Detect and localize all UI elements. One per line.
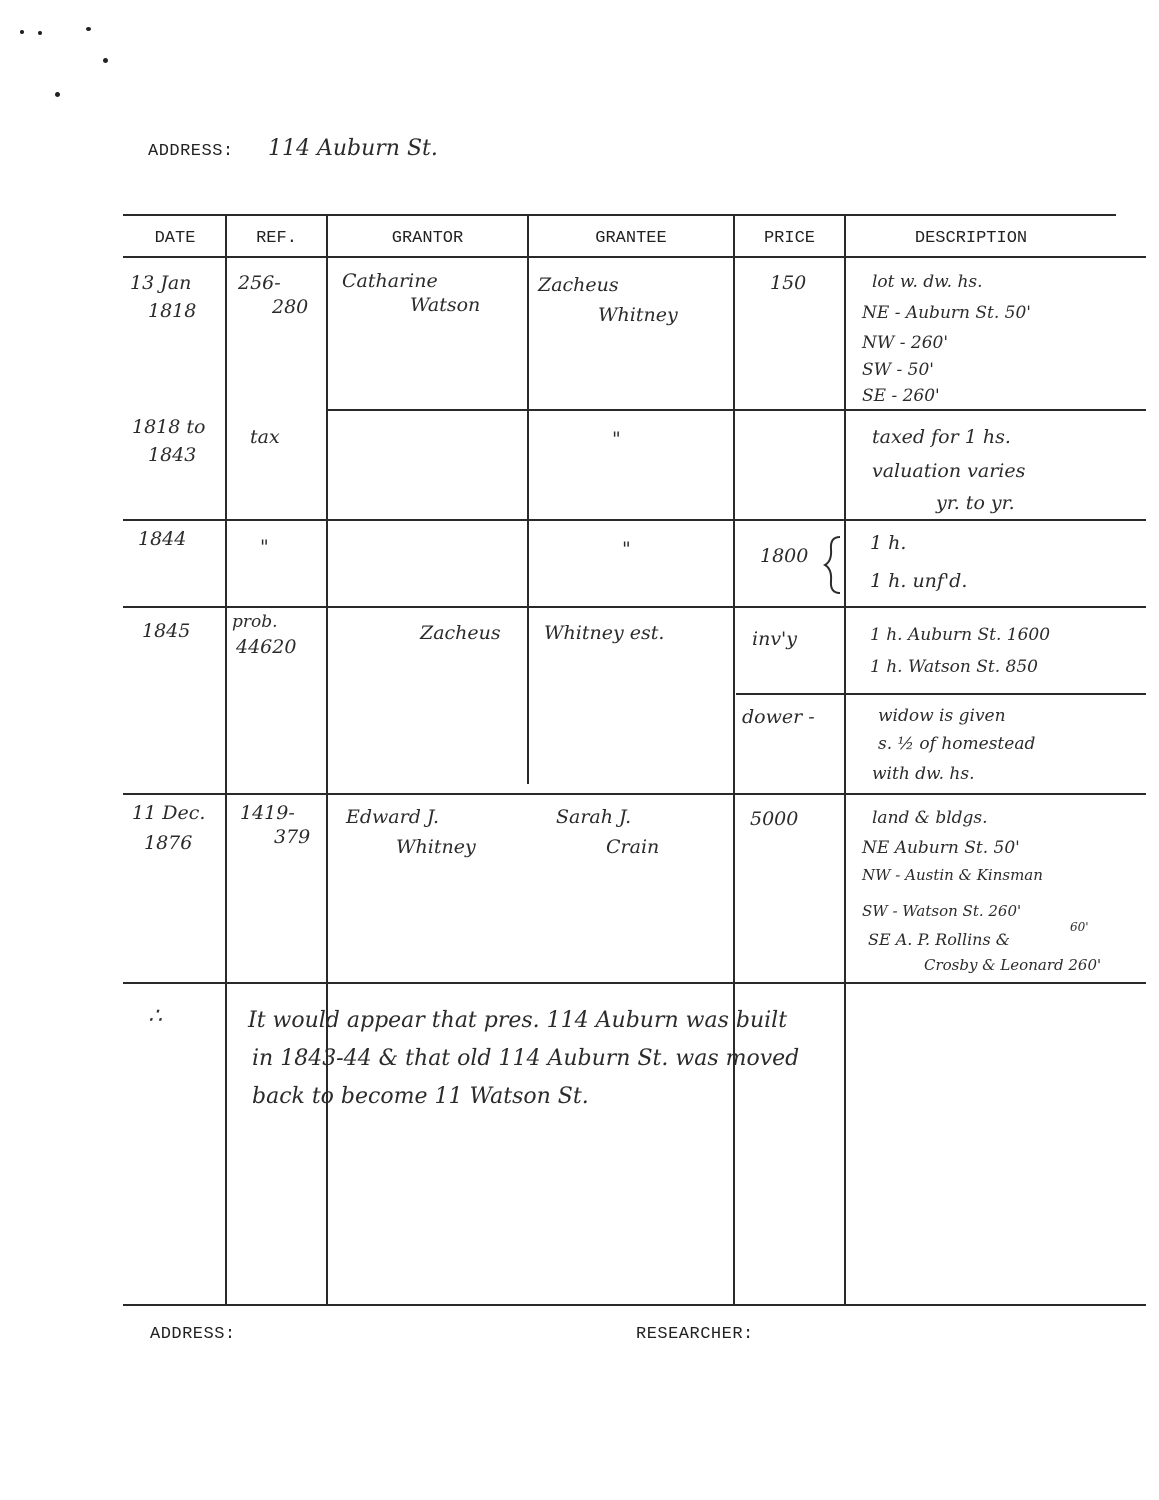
row3-grantee: " bbox=[622, 538, 631, 560]
row4-grantee: Whitney est. bbox=[544, 622, 665, 644]
row5-desc-line2: s. ½ of homestead bbox=[878, 734, 1036, 754]
row1-grantee-line1: Zacheus bbox=[538, 274, 619, 296]
row1-grantor-line2: Watson bbox=[410, 294, 481, 316]
row1-ref-line1: 256- bbox=[238, 272, 281, 294]
price-sub-rule bbox=[736, 693, 1146, 695]
row6-desc-line2: NE Auburn St. 50' bbox=[862, 838, 1020, 858]
ink-mark bbox=[86, 27, 91, 31]
row1-desc-line2: NE - Auburn St. 50' bbox=[862, 303, 1031, 323]
row1-date-line1: 13 Jan bbox=[130, 272, 192, 294]
column-divider bbox=[733, 214, 735, 1306]
row6-grantor-line1: Edward J. bbox=[346, 806, 440, 828]
row5-desc-line3: with dw. hs. bbox=[872, 764, 975, 784]
row-rule bbox=[326, 409, 1146, 411]
row1-desc-line4: SW - 50' bbox=[862, 360, 934, 380]
ink-mark bbox=[38, 31, 42, 35]
row1-date-line2: 1818 bbox=[148, 300, 197, 322]
row6-grantee-line1: Sarah J. bbox=[556, 806, 632, 828]
address-label-top: ADDRESS: bbox=[148, 142, 234, 161]
row1-price: 150 bbox=[770, 272, 807, 294]
row6-desc-line3: NW - Austin & Kinsman bbox=[862, 866, 1043, 884]
row4-grantor: Zacheus bbox=[420, 622, 501, 644]
column-divider bbox=[844, 214, 846, 1306]
header-price: PRICE bbox=[763, 229, 815, 248]
row6-grantor-line2: Whitney bbox=[396, 836, 476, 858]
row6-ref-line1: 1419- bbox=[240, 802, 295, 824]
row6-desc-line4: SW - Watson St. 260' bbox=[862, 902, 1022, 920]
table-bottom-rule bbox=[123, 1304, 1146, 1306]
note-line2: in 1843-44 & that old 114 Auburn St. was moved bbox=[252, 1046, 800, 1071]
row5-desc-line1: widow is given bbox=[878, 706, 1006, 726]
row5-price: dower - bbox=[742, 706, 815, 728]
row6-date-line2: 1876 bbox=[144, 832, 193, 854]
row-rule bbox=[123, 519, 1146, 521]
row4-desc-line2: 1 h. Watson St. 850 bbox=[870, 657, 1038, 677]
note-line1: It would appear that pres. 114 Auburn was built bbox=[248, 1008, 788, 1033]
row6-desc-line1: land & bldgs. bbox=[872, 808, 988, 828]
table-top-rule bbox=[123, 214, 1116, 216]
row1-desc-line5: SE - 260' bbox=[862, 386, 940, 406]
row2-grantee: " bbox=[612, 428, 621, 450]
row1-grantor-line1: Catharine bbox=[342, 270, 438, 292]
row6-desc-line5: 60' bbox=[1070, 920, 1089, 934]
header-ref: REF. bbox=[256, 229, 297, 248]
row1-grantee-line2: Whitney bbox=[598, 304, 678, 326]
ink-mark bbox=[20, 30, 24, 34]
header-grantee: GRANTEE bbox=[595, 229, 667, 248]
row6-desc-line6: SE A. P. Rollins & bbox=[868, 930, 1011, 949]
row1-desc-line1: lot w. dw. hs. bbox=[872, 272, 983, 292]
row4-ref-line1: prob. bbox=[232, 612, 278, 632]
curly-brace-icon bbox=[822, 535, 844, 595]
row6-grantee-line2: Crain bbox=[606, 836, 660, 858]
row4-desc-line1: 1 h. Auburn St. 1600 bbox=[870, 625, 1051, 645]
column-divider bbox=[225, 214, 227, 1306]
row2-ref: tax bbox=[250, 426, 280, 448]
row3-desc-line1: 1 h. bbox=[870, 532, 907, 554]
row2-desc-line3: yr. to yr. bbox=[936, 492, 1015, 514]
header-description: DESCRIPTION bbox=[914, 229, 1028, 248]
row6-date-line1: 11 Dec. bbox=[132, 802, 206, 824]
row6-ref-line2: 379 bbox=[274, 826, 311, 848]
row3-desc-line2: 1 h. unf'd. bbox=[870, 570, 968, 592]
header-date: DATE bbox=[154, 229, 196, 248]
footer-researcher-label: RESEARCHER: bbox=[636, 1325, 754, 1344]
row-rule bbox=[123, 982, 1146, 984]
row2-desc-line2: valuation varies bbox=[872, 460, 1026, 482]
footer-address-label: ADDRESS: bbox=[150, 1325, 236, 1344]
row2-date-line2: 1843 bbox=[148, 444, 197, 466]
column-divider bbox=[326, 214, 328, 1306]
row6-desc-line7: Crosby & Leonard 260' bbox=[924, 956, 1102, 974]
row4-date: 1845 bbox=[142, 620, 191, 642]
note-line3: back to become 11 Watson St. bbox=[252, 1084, 589, 1109]
row2-desc-line1: taxed for 1 hs. bbox=[872, 426, 1011, 448]
row2-date-line1: 1818 to bbox=[132, 416, 206, 438]
row1-desc-line3: NW - 260' bbox=[862, 333, 949, 353]
header-bottom-rule bbox=[123, 256, 1146, 258]
header-grantor: GRANTOR bbox=[391, 229, 464, 248]
ink-mark bbox=[103, 58, 108, 63]
row4-price: inv'y bbox=[752, 628, 798, 650]
therefore-symbol: ∴ bbox=[148, 1004, 162, 1029]
row3-ref: " bbox=[260, 536, 269, 558]
row3-price: 1800 bbox=[760, 545, 809, 567]
row-rule bbox=[123, 793, 1146, 795]
row-rule bbox=[123, 606, 1146, 608]
ink-mark bbox=[55, 92, 60, 97]
row1-ref-line2: 280 bbox=[272, 296, 309, 318]
row6-price: 5000 bbox=[750, 808, 799, 830]
row3-date: 1844 bbox=[138, 528, 187, 550]
column-divider bbox=[527, 214, 529, 784]
address-value-top: 114 Auburn St. bbox=[268, 136, 438, 161]
row4-ref-line2: 44620 bbox=[236, 636, 297, 658]
